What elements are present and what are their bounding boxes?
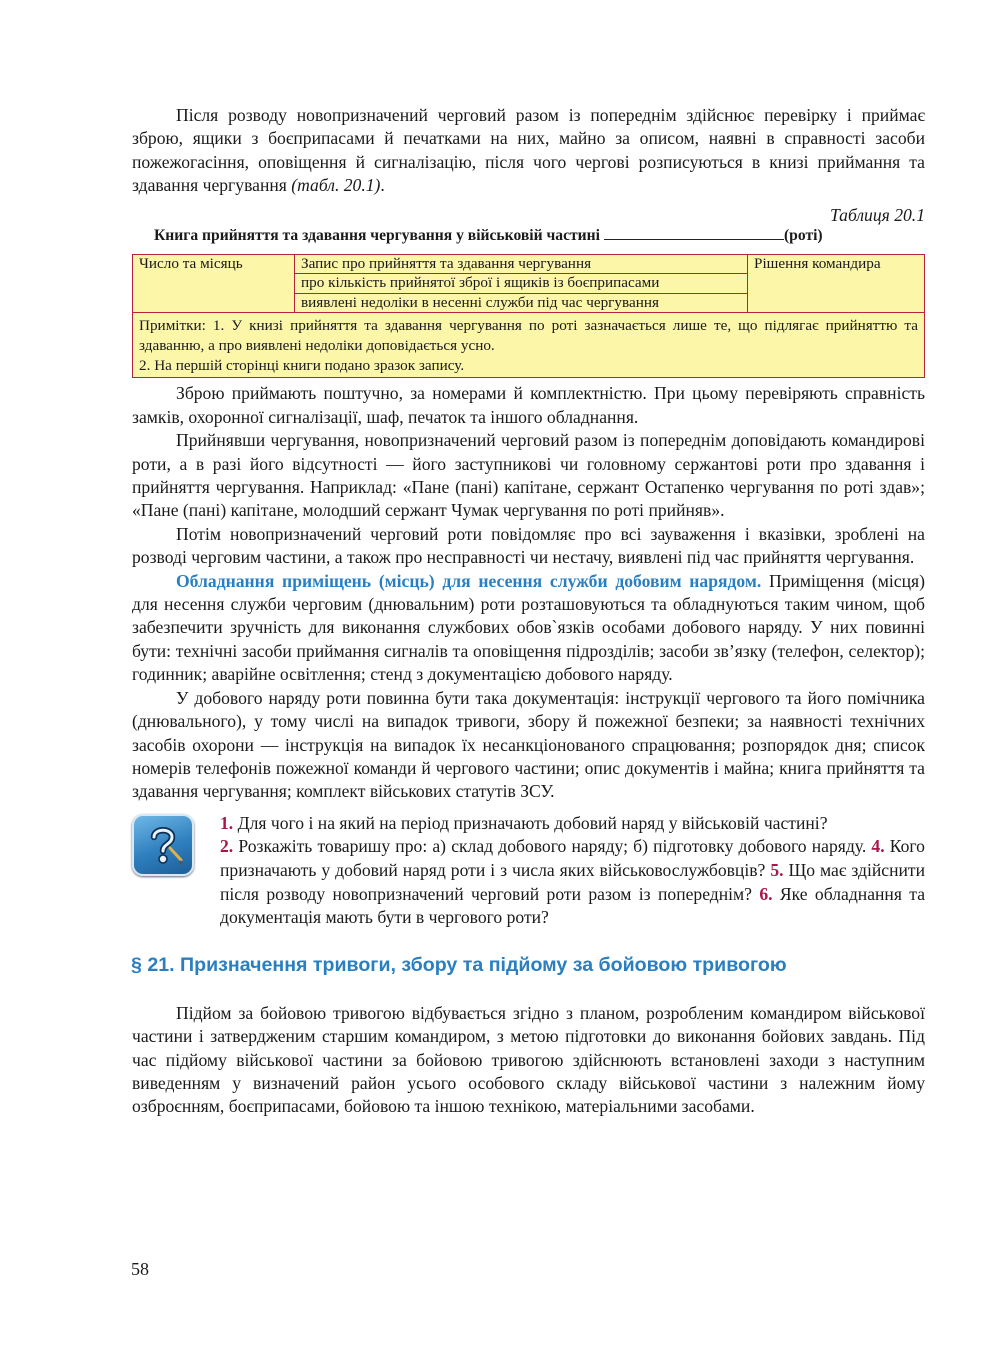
- paragraph: Підйом за бойовою тривогою відбувається згідно з планом, розробленим командиром військової частини і затвердженим старшим командиром, з метою підготовки до виконання бойових завдань. Під час підйому військової частини за бойовою тривогою здійснюють встановлені заходи з наступним виведенням у визначений район усього особового складу військової частини з належним йому озброєнням, боєприпасами, бойовою та іншою технікою, матеріальними засобами.: [132, 1002, 925, 1117]
- blank-line: [604, 239, 784, 240]
- section-heading: § 21. Призначення тривоги, збору та підйому за бойовою тривогою: [131, 953, 787, 976]
- review-questions: [132, 812, 925, 930]
- equipment-paragraph: Обладнання приміщень (місць) для несення служби добовим нарядом. Приміщення (місця) для несення служби черговим (днювальним) роти розташовуються та обладнуються таким чином, щоб забезпечити зручність для виконання службових обов`язків особами добового наряду. У них повинні бути: технічні засоби приймання сигналів та оповіщення підрозділів; засоби зв’язку (телефон, селектор); годинник; аварійне освітлення; стенд з документацією добового наряду.: [132, 570, 925, 685]
- table-notes: [133, 313, 925, 378]
- note-2: 2. На першій сторінці книги подано зразок запису.: [139, 357, 465, 375]
- record-shortcomings: виявлені недоліки в несенні служби під час чергування: [295, 293, 748, 313]
- paragraph: Прийнявши чергування, новопризначений черговий разом із попереднім доповідають командирові роти, а в разі його відсутності — його заступникові чи головному сержантові роти про здавання і прийняття чергування. Наприклад: «Пане (пані) капітане, сержант Остапенко чергування по роті здав»; «Пане (пані) капітане, молодший сержант Чумак чергування по роті прийняв».: [132, 430, 925, 521]
- note-1: Примітки: 1. У книзі прийняття та здавання чергування по роті зазначається лише те, що підлягає прийняттю та здаванню, а про виявлені недоліки доповідається усно.: [139, 317, 918, 355]
- intro-text: Після розводу новопризначений черговий разом із попереднім здійснює перевірку і приймає зброю, ящики з боєприпасами й печатками на них, майно за описом, наявні в справності засоби пожежогасіння, оповіщення й сигналізацію, після чого чергові розписуються в книзі приймання та здавання чергування: [132, 105, 925, 196]
- record-weapons: про кількість прийнятої зброї і ящиків із боєприпасами: [295, 274, 748, 294]
- paragraph: У добового наряду роти повинна бути така документація: інструкції чергового та його помічника (днювального), у тому числі на випадок тривоги, збору й пожежної безпеки; за наявності технічних засобів охорони — інструкція на випадок їх несанкціонованого спрацювання; розпорядок дня; список номерів телефонів пожежної команди й чергового частини; опис документів і майна; книга прийняття та здавання чергування; комплект військових статутів ЗСУ.: [132, 687, 925, 802]
- paragraph: Потім новопризначений черговий роти повідомляє про всі зауваження і вказівки, зроблені на розводі черговим частини, а також про несправності чи нестачу, виявлені під час прийняття чергування.: [132, 523, 925, 568]
- questions-text: 1. Для чого і на який на період призначають добовий наряд у військовій частині? 2. Розкажіть товаришу про: а) склад добового наряду; б) підготовку добового наряду. 4. Кого призначають у добовий наряд роти і з числа яких військовослужбовців? 5. Що має здійснити після розводу новопризначений черговий роти разом із попереднім? 6. Яке обладнання та документація мають бути в чергового роти?: [220, 812, 926, 928]
- column-decision: Рішення командира: [748, 254, 925, 313]
- page-number: 58: [131, 1259, 149, 1279]
- inline-heading: Обладнання приміщень (місць) для несення служби добовим нарядом.: [176, 570, 762, 591]
- record-header: Запис про прийняття та здавання чергування: [295, 254, 748, 274]
- table-title: Книга прийняття та здавання чергування у військовій частині (роті): [154, 226, 823, 244]
- page-content: [132, 104, 925, 1119]
- paragraph: Зброю приймають поштучно, за номерами й комплектністю. При цьому перевіряють справність замків, охоронної сигналізації, шаф, печаток та іншого обладнання.: [132, 383, 925, 427]
- question-mark-icon: [132, 814, 194, 876]
- question-mark-icon: [140, 822, 186, 868]
- intro-paragraph: Після розводу новопризначений черговий разом із попереднім здійснює перевірку і приймає зброю, ящики з боєприпасами й печатками на них, майно за описом, наявні в справності засоби пожежогасіння, оповіщення й сигналізацію, після чого чергові розписуються в книзі приймання та здавання чергування (табл. 20.1).: [132, 105, 925, 196]
- duty-book-table: [132, 254, 925, 379]
- table-reference: (табл. 20.1): [291, 175, 381, 196]
- column-date: Число та місяць: [133, 254, 295, 313]
- table-number: Таблиця 20.1: [830, 204, 925, 225]
